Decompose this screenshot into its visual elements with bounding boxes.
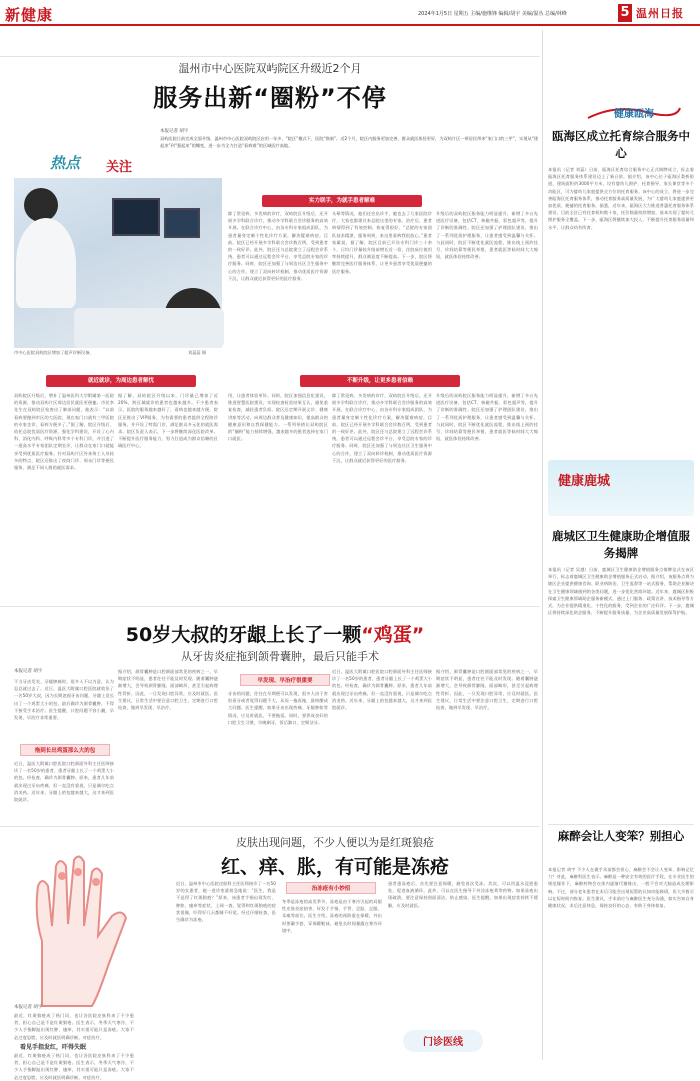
monitor-screen (112, 198, 160, 236)
article3-text: 冬季是冻疮的高发季节，冻疮是由于寒冷引起的局限性皮肤炎症损害，好发于手指、手背、足趾、足跟、耳廓等部位。医生介绍，冻疮的预防重在保暖，外出时要戴手套、穿保暖鞋袜，避免长时间暴露在寒冷环境中。 (282, 899, 382, 933)
photo-credit: 刘蕊蕊 摄 (188, 350, 207, 355)
article2-text: 不当牙齿发炎、牙龈肿痛时，很多人不以为意，认为忍忍就过去了。近日，温医大附属口腔医院就收治了一名50岁大叔，因为长期忽视牙齿问题，牙龈上竟长出了一个鸡蛋大小的包，最后确诊为颌骨囊肿，不得不接受手术治疗。医生提醒，口腔问题不容小觑，早发现、早治疗非常重要。 (14, 679, 114, 721)
ouhai-banner-text: 健康瓯海 (614, 109, 654, 120)
article2-headline-emphasis: “鸡蛋” (361, 624, 425, 646)
right-article3-text: 本报记者 胡宇 不少人在做手术前都会担心，麻醉会不会让人变笨、影响记忆力？对此，麻醉科医生表示，麻醉是一种安全有效的医疗手段，在专业医生的规范操作下，麻醉药物会在体内逐渐代谢排出，一般不会对大脑造成长期影响。不过，部分老年患者在术后可能会出现短暂的认知功能障碍，但大多数可以在短时间内恢复。医生建议，手术前应与麻醉医生充分沟通，如实告知自身健康状况，术后注意休息，保持良好的心态，有助于身体恢复。 (548, 867, 694, 909)
article1-subhead1: 实力联手，为就手患者解难 (262, 195, 422, 207)
page-header (0, 0, 700, 26)
article1-text: 升级后的双屿院区服务能力明显提升，新增了多台先进医疗设备，包括CT、核磁共振、彩色超声等，提升了诊断的准确性。院区还加强了护理团队建设，推出了一系列优质护理服务，让患者感受到温馨与关怀。与此同时，院区不断优化就医流程，推出线上预约挂号、诊间结算等便民举措，患者就医等候时间大大缩短，就医体验持续改善。 (436, 211, 538, 260)
article2-text: 据介绍，颌骨囊肿是口腔颌面部常见的疾病之一，早期症状不明显，患者往往不能及时发现。随着囊肿逐渐增大，会导致颌骨膨隆、面部畸形，甚至引起病理性骨折。因此，一旦发现口腔异常，应及时就医。医生建议，日常生活中要注意口腔卫生，定期进行口腔检查，做到早发现、早治疗。 (118, 669, 218, 711)
article1-text: 升级后的双屿院区服务能力明显提升，新增了多台先进医疗设备，包括CT、核磁共振、彩色超声等，提升了诊断的准确性。院区还加强了护理团队建设，推出了一系列优质护理服务，让患者感受到温馨与关怀。与此同时，院区不断优化就医流程，推出线上预约挂号、诊间结算等便民举措，患者就医等候时间大大缩短，就医体验持续改善。 (436, 393, 538, 442)
article3-byline: 本报记者 胡宇 (14, 1005, 43, 1010)
date-editor-info: 2024年1月5日 星期五 主编/施继锋 编辑/胡宇 美编/温丛 总编/林峰 (418, 11, 567, 17)
article3-headline: 红、痒、胀，有可能是冻疮 (220, 856, 449, 878)
article2-subhead2: 早发现、早治疗很重要 (240, 674, 330, 686)
right-article1-headline: 瓯海区成立托育综合服务中心 (552, 129, 690, 160)
article3-subtitle: 皮肤出现问题，不少人便以为是红斑狼疮 (236, 836, 434, 849)
column-divider (542, 30, 543, 1060)
divider (548, 824, 694, 825)
article2-text: 据介绍，颌骨囊肿是口腔颌面部常见的疾病之一，早期症状不明显，患者往往不能及时发现。随着囊肿逐渐增大，会导致颌骨膨隆、面部畸形，甚至引起病理性骨折。因此，一旦发现口腔异常，应及时就医。医生建议，日常生活中要注意口腔卫生，定期进行口腔检查，做到早发现、早治疗。 (436, 669, 538, 711)
article1-photo (14, 178, 222, 348)
lucheng-banner (548, 460, 694, 516)
article2-byline: 本报记者 胡宇 (14, 669, 43, 674)
hotspot-tag (50, 148, 162, 178)
ouhai-banner (586, 100, 682, 124)
doctor-head (24, 188, 58, 222)
article2-text: 牙齿的问题，往往在早期便可以发现，很多人由于害怕看牙或者觉得问题不大，从而一拖再拖，最终酿成大问题。医生提醒，如果牙齿出现疼痛、牙龈肿胀等情况，应及时就医，不要拖延。同时，要养成良好的口腔卫生习惯，早晚刷牙，饭后漱口，定期洁牙。 (228, 691, 328, 725)
hotspot-main: 热点 (50, 154, 81, 172)
article1-byline: 本报记者 胡宇 (160, 129, 189, 134)
monitor-screen (164, 208, 200, 238)
article1-lead: 双屿医院日前完成全面升级，温州市中心医院双屿院区启用一年多，“院区”模式下，医院“换新”。近2个月，院区内服务更加完善，群众就医体验更好，为双屿片区一带居民带来“家门口的三甲”，实现从“建起来”到“强起来”的蝶变，进一步为全力打造“看病难”的区域医疗高地。 (160, 136, 538, 148)
lucheng-banner-text: 健康鹿城 (558, 474, 611, 489)
article1-kicker: 温州市中心医院双屿院区升级近2个月 (178, 62, 362, 75)
article3-subhead2: 治冻疮有小妙招 (286, 882, 376, 894)
masthead-logo: 温州日报 (636, 7, 684, 20)
right-article1-text: 本报讯（记者 刘蕊）日前，瓯海区托育综合服务中心正式揭牌成立，标志着瓯海区托育服务体系建设迈上了新台阶。据介绍，该中心位于瓯海区娄桥街道，建筑面积约3000平方米，设有婴幼儿照护、托育指导、家长课堂等多个功能区，可为婴幼儿家庭提供全方位的托育服务。该中心的成立，将进一步完善瓯海区托育服务体系，推动托育服务高质量发展，为广大婴幼儿家庭提供更加优质、便捷的托育服务。据悉，近年来，瓯海区大力推进普惠托育服务体系建设，目前全区已有托育机构数十家，托位数量持续增加，基本实现了婴幼儿照护服务全覆盖。下一步，瓯海区将继续加大投入，不断提升托育服务质量和水平，让群众幼有所育。 (548, 167, 694, 230)
article3-subhead1: 看见手指发红，吓得失眠 (20, 1044, 87, 1051)
article2-headline-text: 50岁大叔的牙龈上长了一颗 (125, 624, 362, 646)
article1-text: 双屿院区升级后，增补了温州医科大学附属第一医院的资源，推动双屿片区周边居民就医更便捷。市民李先生在双屿院区检查出了肺部问题，他表示：“以前看病要跑到市区的大医院，现在家门口就有三甲医院的专家坐诊，看病方便多了。”据了解，院区升级后，依托总院优质医疗资源，强化学科建设，开设了心内科、消化内科、呼吸内科等多个专科门诊，并引进了一批高水平专家团队定期坐诊，让群众在家门口就能享受到优质医疗服务。针对双屿片区外来务工人员较多的特点，院区还推出了夜间门诊、周末门诊等便民服务，满足不同人群的就医需求。 (14, 393, 114, 471)
article1-text: 据了解，双屿院区升级以来，门诊量已增加了近20%，跨区域就诊的患者也越来越多。不少患者表示，医院的服务越来越好了，看病也越来越方便。院区还推出了VIP服务，为有需要的患者提供全程陪诊服务，并开设了特需门诊，满足群众多元化的就医需求。院区负责人表示，下一步将继续深化医院改革，不断提升医疗服务能力，努力打造成为群众信赖的区域医疗中心。 (118, 393, 218, 449)
right-article2-text: 本报讯（记者 吴越）日前，鹿城区卫生健康助企增值服务点揭牌仪式在该区举行，标志着鹿城区卫生健康助企增值服务正式启动。据介绍，该服务点将为辖区企业提供健康咨询、职业病防治、卫生监督等一站式服务，帮助企业解决在卫生健康领域遇到的各类问题，进一步优化营商环境。近年来，鹿城区积极探索卫生健康领域助企服务新模式，通过上门服务、政策宣讲、技术指导等方式，为企业提供精准化、个性化的服务，受到企业的广泛好评。下一步，鹿城区将持续深化助企服务，不断提升服务质量，为企业高质量发展保驾护航。 (548, 567, 694, 616)
article3-text: 患者患冻疮后，首先要注意保暖，避免再次受冻。其次，可以用温水浸泡患处，促进血液循环。此外，可以在医生指导下外涂冻疮膏等药物。如果冻疮出现破溃，要注意保持创面清洁，防止感染。医生提醒，如果出现症状持续不缓解，应及时就医。 (388, 881, 538, 908)
article3-text: 最近，红斑狼疮成了热门词，也让各医院皮肤科来了不少患者，担心自己是不是红斑狼疮。医生表示，冬季天气寒冷，不少人手指脚趾出现红肿、瘙痒，其实很可能只是冻疮。大家不必过度恐慌，应及时就医明确诊断，对症治疗。 (14, 1013, 134, 1040)
article1-subhead2: 就近就诊，为周边患者解忧 (46, 375, 196, 387)
article2-text: 近日，温医大附属口腔医院口腔颌面外科主任医师接诊了一名50岁的患者，患者牙龈上长了一个鸡蛋大小的包。经检查，确诊为颌骨囊肿。原来，患者几年前就出现过牙齿疼痛，但一直没有重视，只是偶尔吃点消炎药。近年来，牙龈上的包越来越大，这才来到医院就诊。 (332, 669, 432, 711)
article1-text: 除了常见病、多发病的诊疗，双屿院区升级后，还开展多学科联合诊疗，推动多学科联合会诊服务的高效开展。在联合诊疗中心，由各专科专家组成团队，为患者量身定制个性化诊疗方案，解决疑难病症。目前，院区已经开展多学科联合会诊数百例，受到患者的一致好评。此外，院区还与总院建立了远程会诊系统，患者可以通过远程会诊平台，享受总院专家的诊疗服务。同时，院区还加强了与周边社区卫生服务中心的合作，建立了双向转诊机制，推动优质医疗资源下沉，让群众就近获得更好的医疗服务。 (228, 211, 328, 281)
article2-subtitle: 从牙齿炎症拖到颌骨囊肿，最后只能手术 (181, 650, 379, 663)
section-title: 新健康 (5, 6, 54, 24)
article1-text: 除了常见病、多发病的诊疗，双屿院区升级后，还开展多学科联合诊疗，推动多学科联合会诊服务的高效开展。在联合诊疗中心，由各专科专家组成团队，为患者量身定制个性化诊疗方案，解决疑难病症。目前，院区已经开展多学科联合会诊数百例，受到患者的一致好评。此外，院区还与总院建立了远程会诊系统，患者可以通过远程会诊平台，享受总院专家的诊疗服务。同时，院区还加强了与周边社区卫生服务中心的合作，建立了双向转诊机制，推动优质医疗资源下沉，让群众就近获得更好的医疗服务。 (332, 393, 432, 463)
doctor-coat (16, 218, 76, 308)
article3-text: 最近，红斑狼疮成了热门词，也让各医院皮肤科来了不少患者，担心自己是不是红斑狼疮。医生表示，冬季天气寒冷，不少人手指脚趾出现红肿、瘙痒，其实很可能只是冻疮。大家不必过度恐慌，应及时就医明确诊断，对症治疗。 (14, 1053, 134, 1080)
photo-caption: 市中心医院双屿院区增加了超声诊断设备。 (14, 350, 94, 355)
article1-headline: 服务出新“圈粉”不停 (153, 84, 387, 112)
exam-bed (74, 308, 224, 348)
right-article3-headline: 麻醉会让人变笨？别担心 (557, 829, 685, 843)
article3-text: 近日，温州市中心医院皮肤科主任医师接诊了一名50岁的女患者，她一进诊室就着急地说：“医生，我是不是得了红斑狼疮？”原来，该患者手指出现发红、肿胀、瘙痒等症状，上网一查，觉得和红斑狼疮的症状很像，吓得好几天都睡不好觉。经过仔细检查，医生确诊为冻疮。 (176, 881, 276, 923)
article2-subhead1: 拖到长出鸡蛋那么大的包 (20, 744, 110, 756)
article2-headline (40, 620, 510, 647)
article1-subhead3: 不断升级，让更多患者信赖 (300, 375, 460, 387)
article1-text: 用，让患者体验更好。同时，院区加强信息化建设，推进智慧医院建设，实现检查检验结果互认，避免重复检查，减轻患者负担。院区还定期开展义诊、健康讲座等活动，向周边群众普及健康知识，提高群众的健康意识和自我保健能力。一系列举措让双屿院区的“圈粉”能力持续增强，越来越多的患者选择在家门口就医。 (228, 393, 328, 442)
right-article2-headline: 鹿城区卫生健康助企增值服务揭牌 (552, 529, 690, 560)
divider (0, 606, 540, 607)
divider (0, 56, 540, 57)
divider (0, 826, 540, 827)
hotspot-sub: 关注 (106, 160, 133, 175)
hand-illustration (12, 846, 142, 1016)
article2-text: 近日，温医大附属口腔医院口腔颌面外科主任医师接诊了一名50岁的患者，患者牙龈上长了一个鸡蛋大小的包。经检查，确诊为颌骨囊肿。原来，患者几年前就出现过牙齿疼痛，但一直没有重视，只是偶尔吃点消炎药。近年来，牙龈上的包越来越大，这才来到医院就诊。 (14, 761, 114, 803)
menzhen-text: 门诊医线 (423, 1037, 463, 1048)
page-number: 5 (618, 4, 632, 22)
menzhen-logo (403, 1028, 483, 1054)
article1-text: 头晕等情况，他们还会出诊手，她也去了几家医院诊疗，大家也都建议来总院这里的专家。治疗后，患者病情得到了有效控制，恢复得很好。“总院的专家团队技术精湛，服务周到，来这里看病我很放心。”患者家属说。据了解，院区目前已开设专科门诊三十余个，日均门诊量较升级前增长近一倍，住院床位使用率持续提升，群众满意度不断提高。下一步，院区将继续完善医疗服务体系，让更多患者享受优质便捷的医疗服务。 (332, 211, 432, 274)
